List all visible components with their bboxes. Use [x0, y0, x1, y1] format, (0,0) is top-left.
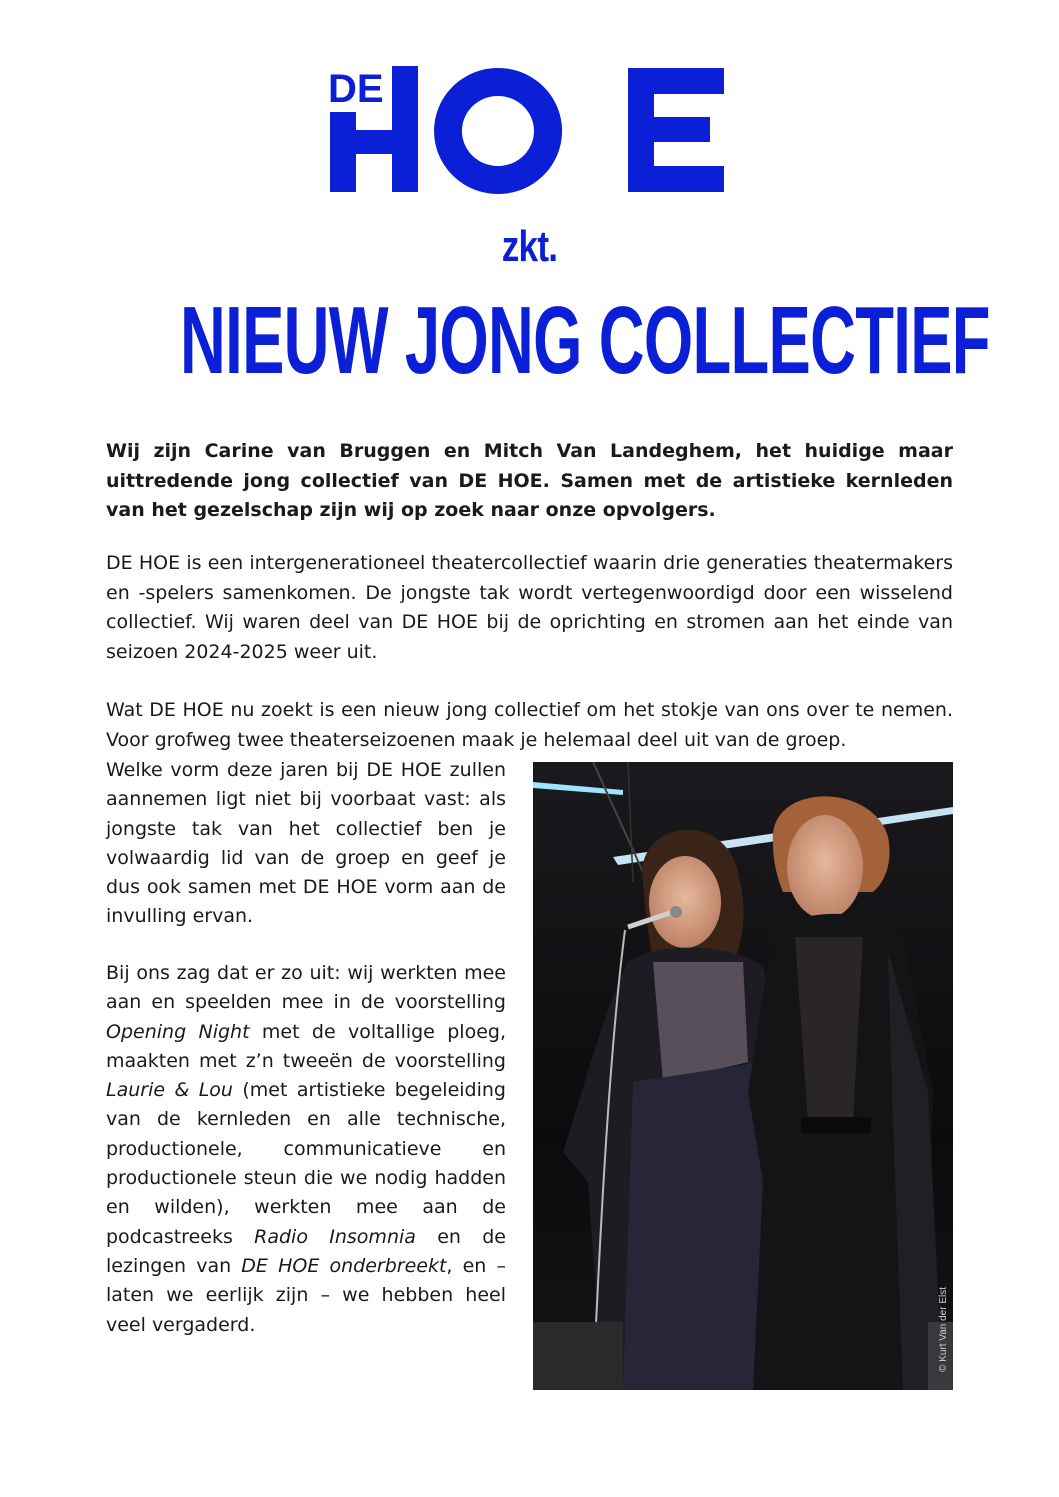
text-run: met de voltallige ploeg, maakten met z’n tweeën de voorstelling	[106, 1020, 506, 1072]
title-opening-night: Opening Night	[106, 1020, 250, 1043]
subheading-zkt: zkt.	[501, 222, 558, 271]
title-de-hoe-onderbreekt: DE HOE onderbreekt	[241, 1254, 447, 1277]
title-laurie-lou: Laurie & Lou	[106, 1079, 233, 1102]
logo-small-word: DE	[328, 67, 384, 111]
paragraph-search: Wat DE HOE nu zoekt is een nieuw jong collectief om het stokje van ons over te nemen. Voor grofweg twee theaterseizoenen maak je helemaal deel uit van de groep.	[106, 699, 953, 751]
photo-illustration	[533, 762, 953, 1390]
intro-paragraph: Wij zijn Carine van Bruggen en Mitch Van Landeghem, het huidige maar uittredende jong collectief van DE HOE. Samen met de artistieke kernleden van het gezelschap zijn wij op zoek naar onze opvolgers.	[106, 440, 953, 521]
text-run: Bij ons zag dat er zo uit: wij werkten mee aan en speelden mee in de voorstelling	[106, 962, 506, 1014]
performers-photo	[533, 762, 953, 1390]
text-run: (met artistieke begeleiding van de kernleden en alle technische, productionele, communicatieve en productionele steun die we nodig hadden en wilden), werkten mee aan de podcastreeks	[106, 1079, 506, 1248]
page-title: NIEUW JONG COLLECTIEF	[180, 287, 990, 394]
paragraph-about: DE HOE is een intergenerationeel theatercollectief waarin drie generaties theatermakers en -spelers samenkomen. De jongste tak wordt vertegenwoordigd door een wisselend collectief. Wij waren deel van DE HOE bij de oprichting en stromen aan het einde van seizoen 2024-2025 weer uit.	[106, 552, 953, 663]
paragraph-experience	[106, 959, 506, 1340]
text-run: en de lezingen van	[106, 1225, 506, 1277]
text-run: , en – laten we eerlijk zijn – we hebben heel veel vergaderd.	[106, 1254, 506, 1336]
paragraph-form: Welke vorm deze jaren bij DE HOE zullen aannemen ligt niet bij voorbaat vast: als jongste tak van het collectief ben je volwaardig lid van de groep en geef je dus ook samen met DE HOE vorm aan de invulling ervan.	[106, 759, 506, 928]
logo-graphic	[328, 66, 726, 194]
photo-credit: © Kurt Van der Elst	[938, 1287, 949, 1372]
title-radio-insomnia: Radio Insomnia	[254, 1225, 416, 1248]
de-hoe-logo	[328, 66, 726, 194]
